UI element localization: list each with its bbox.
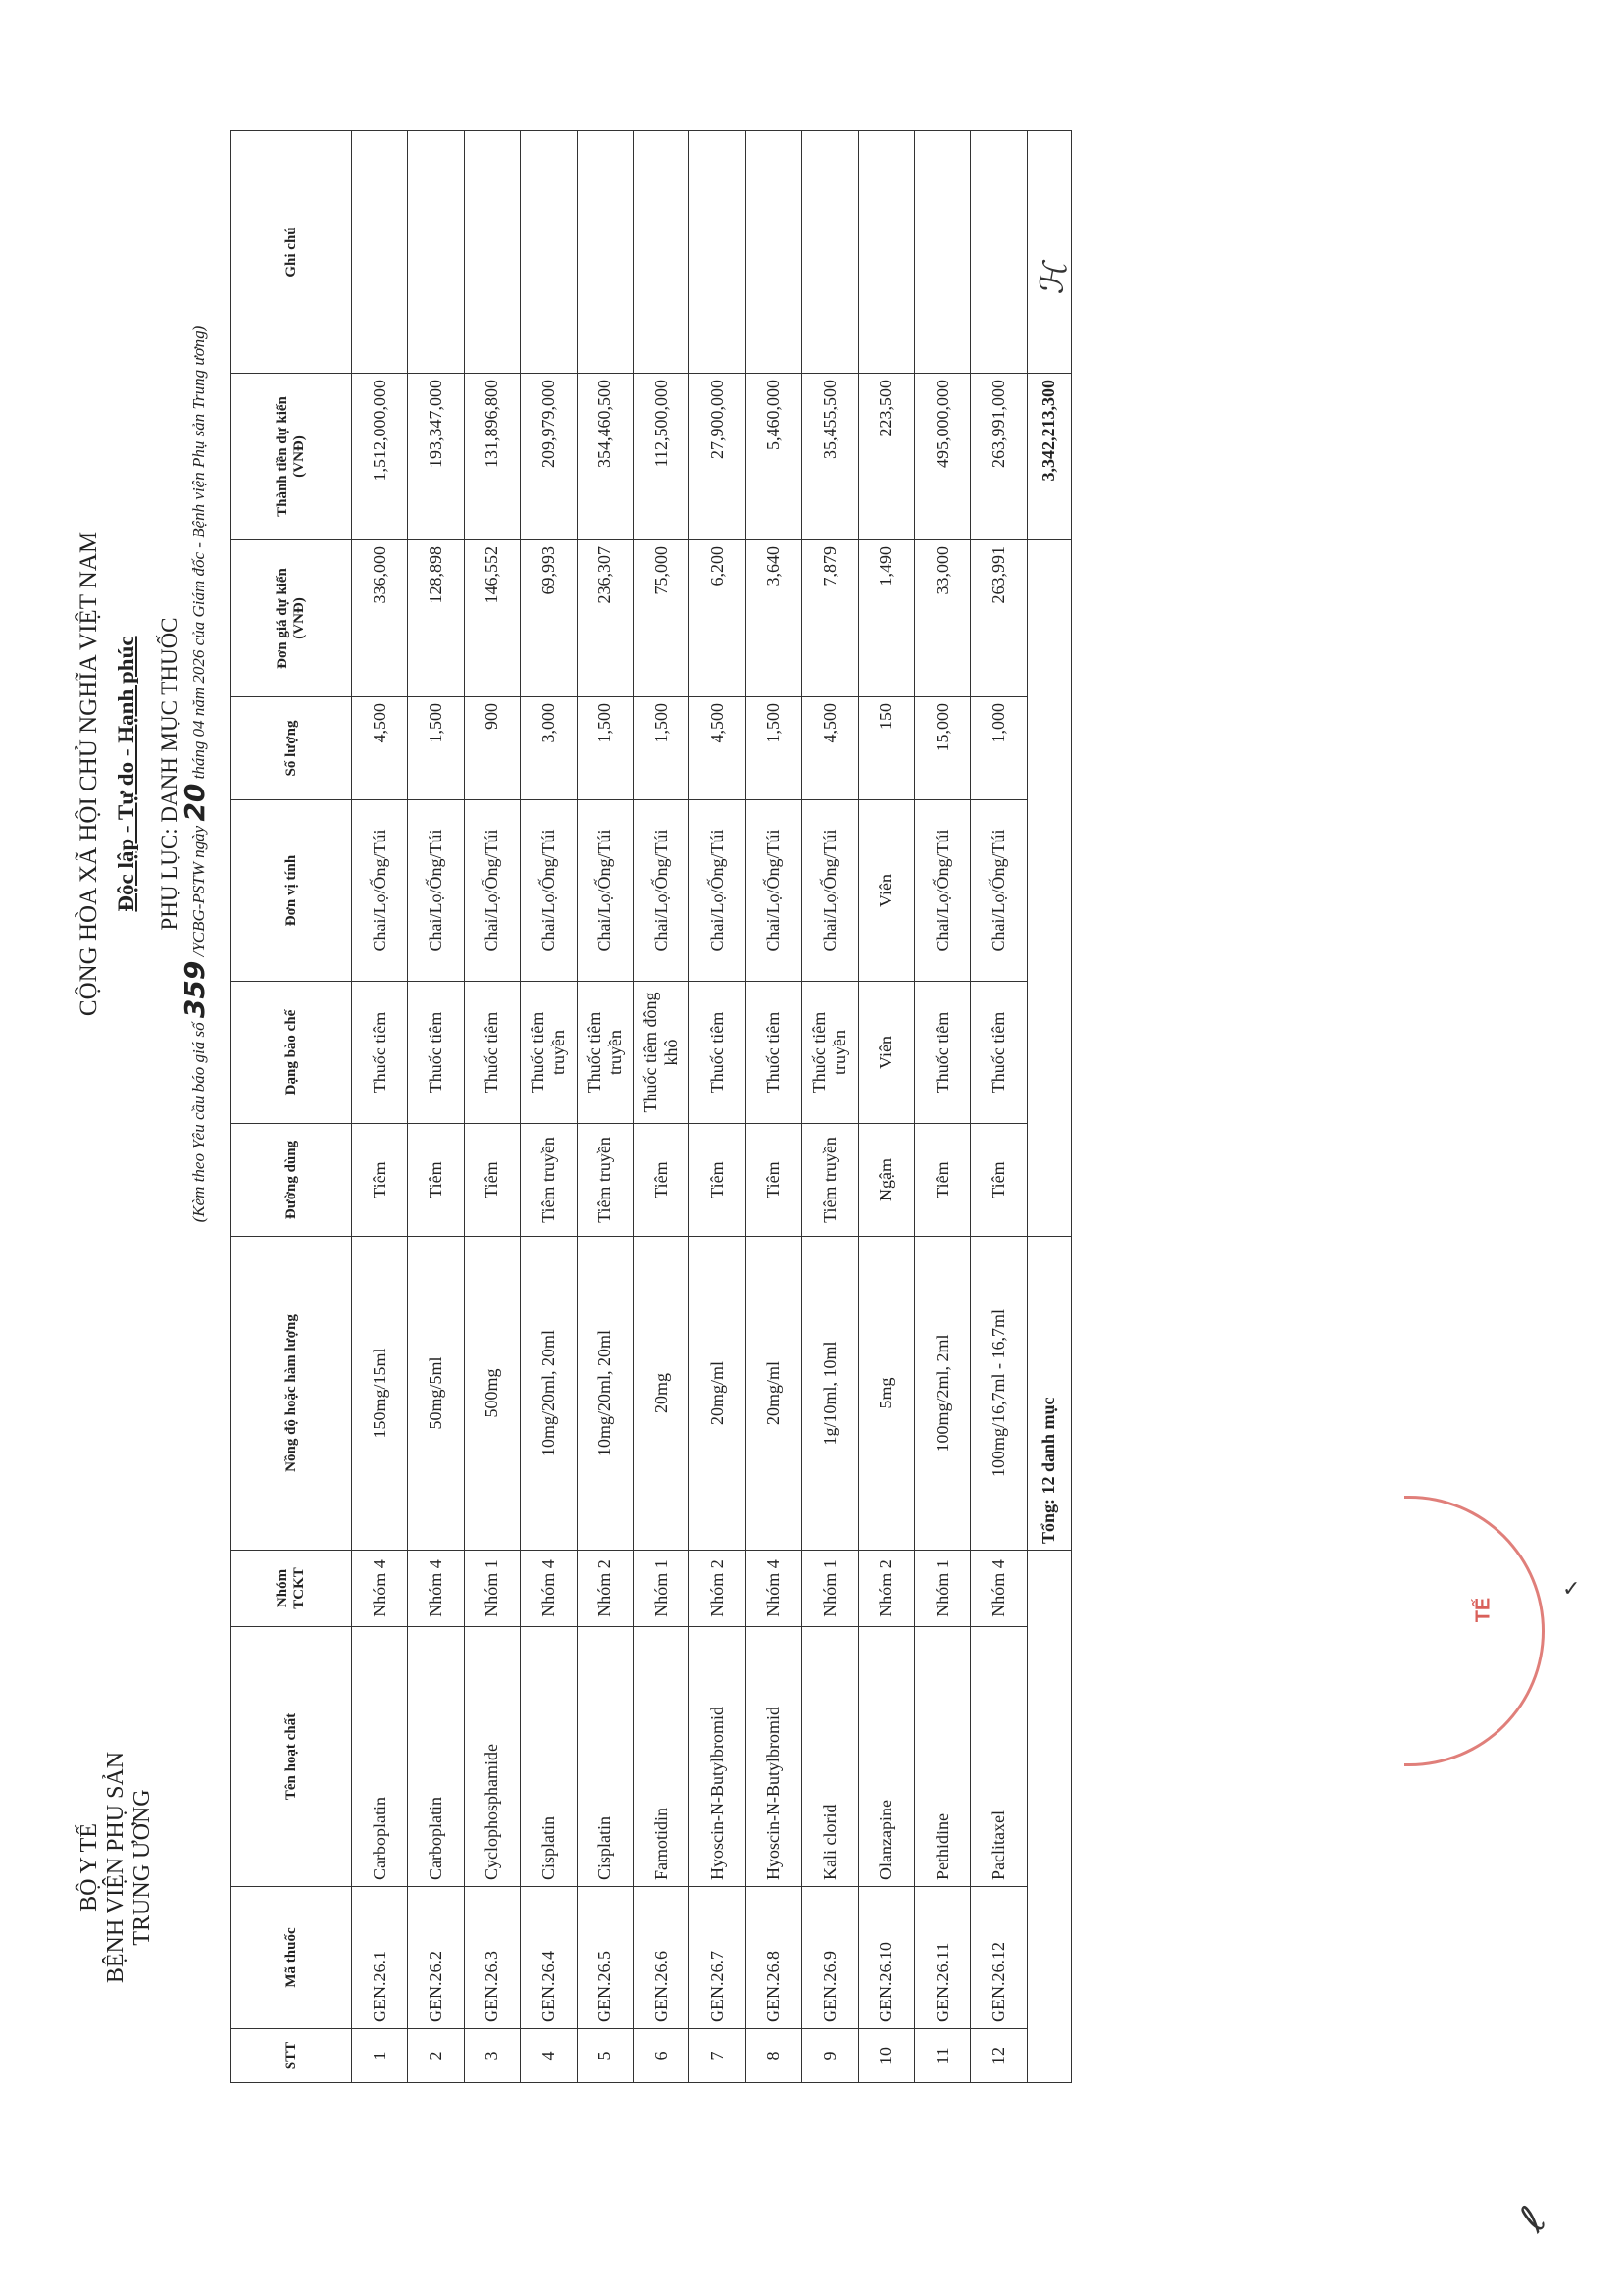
strength-cell: 50mg/5ml: [408, 1237, 464, 1551]
table-row: [971, 131, 1027, 2083]
country-name: CỘNG HÒA XÃ HỘI CHỦ NGHĨA VIỆT NAM: [76, 531, 102, 1017]
note-mid3: năm 2026: [189, 649, 208, 717]
quantity-cell: 1,500: [633, 697, 688, 800]
column-header: Đơn giá dự kiến (VNĐ): [231, 540, 352, 697]
unit-cell: Chai/Lọ/Ống/Túi: [971, 800, 1027, 982]
unit-price-cell: 69,993: [521, 540, 577, 697]
total-blank-cell-2: [1027, 540, 1071, 1237]
active-ingredient-cell: Hyoscin-N-Butylbromid: [689, 1627, 745, 1887]
drug-code-cell: GEN.26.11: [914, 1887, 970, 2029]
table-row: [802, 131, 858, 2083]
column-header: Đơn vị tính: [231, 800, 352, 982]
amount-cell: 1,512,000,000: [352, 374, 408, 540]
dosage-form-cell: Thuốc tiêm đông khô: [633, 982, 688, 1124]
route-cell: Tiêm truyền: [802, 1124, 858, 1237]
tckt-group-cell: Nhóm 1: [914, 1551, 970, 1627]
unit-cell: Chai/Lọ/Ống/Túi: [521, 800, 577, 982]
drug-list-table: [230, 130, 1072, 2083]
route-cell: Tiêm: [745, 1124, 801, 1237]
handwritten-signature: ℓ: [1510, 2198, 1556, 2241]
note-cell: [689, 131, 745, 374]
strength-cell: 100mg/16,7ml - 16,7ml: [971, 1237, 1027, 1551]
row-number-cell: 8: [745, 2029, 801, 2083]
drug-code-cell: GEN.26.1: [352, 1887, 408, 2029]
unit-cell: Chai/Lọ/Ống/Túi: [408, 800, 464, 982]
drug-code-cell: GEN.26.12: [971, 1887, 1027, 2029]
table-row: [633, 131, 688, 2083]
column-header: Nồng độ hoặc hàm lượng: [231, 1237, 352, 1551]
tckt-group-cell: Nhóm 2: [689, 1551, 745, 1627]
appendix-note: [178, 136, 212, 1411]
tckt-group-cell: Nhóm 4: [971, 1551, 1027, 1627]
dosage-form-cell: Thuốc tiêm: [464, 982, 520, 1124]
note-cell: [914, 131, 970, 374]
drug-code-cell: GEN.26.10: [858, 1887, 914, 2029]
tckt-group-cell: Nhóm 1: [464, 1551, 520, 1627]
quantity-cell: 15,000: [914, 697, 970, 800]
handwritten-day: 20: [178, 783, 211, 822]
unit-cell: Chai/Lọ/Ống/Túi: [464, 800, 520, 982]
table-row: [464, 131, 520, 2083]
amount-cell: 263,991,000: [971, 374, 1027, 540]
amount-cell: 354,460,500: [577, 374, 633, 540]
table-row: [858, 131, 914, 2083]
active-ingredient-cell: Paclitaxel: [971, 1627, 1027, 1887]
ministry-header: [76, 1691, 156, 2044]
tckt-group-cell: Nhóm 4: [408, 1551, 464, 1627]
total-note-cell: [1027, 131, 1071, 374]
active-ingredient-cell: Carboplatin: [352, 1627, 408, 1887]
note-cell: [745, 131, 801, 374]
note-cell: [408, 131, 464, 374]
row-number-cell: 5: [577, 2029, 633, 2083]
amount-cell: 5,460,000: [745, 374, 801, 540]
unit-price-cell: 336,000: [352, 540, 408, 697]
amount-cell: 112,500,000: [633, 374, 688, 540]
quantity-cell: 1,000: [971, 697, 1027, 800]
total-blank-cell: [1027, 1551, 1071, 2083]
row-number-cell: 11: [914, 2029, 970, 2083]
column-header: Số lượng: [231, 697, 352, 800]
quantity-cell: 4,500: [352, 697, 408, 800]
drug-code-cell: GEN.26.3: [464, 1887, 520, 2029]
tckt-group-cell: Nhóm 2: [858, 1551, 914, 1627]
drug-code-cell: GEN.26.2: [408, 1887, 464, 2029]
column-header: Đường dùng: [231, 1124, 352, 1237]
route-cell: Tiêm truyền: [521, 1124, 577, 1237]
quantity-cell: 1,500: [408, 697, 464, 800]
appendix-title: PHỤ LỤC: DANH MỤC THUỐC: [157, 617, 181, 931]
strength-cell: 10mg/20ml, 20ml: [521, 1237, 577, 1551]
dosage-form-cell: Thuốc tiêm: [352, 982, 408, 1124]
route-cell: Tiêm: [689, 1124, 745, 1237]
dosage-form-cell: Thuốc tiêm truyền: [802, 982, 858, 1124]
route-cell: Tiêm: [633, 1124, 688, 1237]
unit-cell: Viên: [858, 800, 914, 982]
drug-code-cell: GEN.26.7: [689, 1887, 745, 2029]
route-cell: Tiêm truyền: [577, 1124, 633, 1237]
dosage-form-cell: Thuốc tiêm: [971, 982, 1027, 1124]
appendix-heading: [157, 136, 212, 1411]
amount-cell: 27,900,000: [689, 374, 745, 540]
table-header-row: [231, 131, 352, 2083]
note-mid2: tháng: [189, 740, 208, 780]
strength-cell: 20mg: [633, 1237, 688, 1551]
total-row: [1027, 131, 1071, 2083]
handwritten-doc-number: 359: [178, 960, 211, 1019]
unit-cell: Chai/Lọ/Ống/Túi: [633, 800, 688, 982]
drug-code-cell: GEN.26.4: [521, 1887, 577, 2029]
tckt-group-cell: Nhóm 2: [577, 1551, 633, 1627]
active-ingredient-cell: Famotidin: [633, 1627, 688, 1887]
table-row: [745, 131, 801, 2083]
unit-price-cell: 75,000: [633, 540, 688, 697]
ministry-name: BỘ Y TẾ: [76, 1823, 102, 1912]
table-row: [914, 131, 970, 2083]
table-row: [408, 131, 464, 2083]
quantity-cell: 900: [464, 697, 520, 800]
route-cell: Tiêm: [971, 1124, 1027, 1237]
stamp-text: TẾ: [1472, 1597, 1495, 1623]
tckt-group-cell: Nhóm 4: [521, 1551, 577, 1627]
quantity-cell: 4,500: [689, 697, 745, 800]
dosage-form-cell: Viên: [858, 982, 914, 1124]
unit-price-cell: 236,307: [577, 540, 633, 697]
strength-cell: 5mg: [858, 1237, 914, 1551]
total-label: Tổng: 12 danh mục: [1027, 1237, 1071, 1551]
hospital-name: BỆNH VIỆN PHỤ SẢN: [103, 1751, 128, 1984]
unit-cell: Chai/Lọ/Ống/Túi: [577, 800, 633, 982]
unit-cell: Chai/Lọ/Ống/Túi: [745, 800, 801, 982]
note-suffix: của Giám đốc - Bệnh viện Phụ sản Trung ương): [189, 325, 208, 646]
active-ingredient-cell: Cisplatin: [577, 1627, 633, 1887]
unit-cell: Chai/Lọ/Ống/Túi: [689, 800, 745, 982]
column-header: Thành tiền dự kiến (VNĐ): [231, 374, 352, 540]
dosage-form-cell: Thuốc tiêm: [914, 982, 970, 1124]
strength-cell: 10mg/20ml, 20ml: [577, 1237, 633, 1551]
row-number-cell: 2: [408, 2029, 464, 2083]
hospital-name-line2: TRUNG ƯƠNG: [129, 1789, 155, 1946]
strength-cell: 500mg: [464, 1237, 520, 1551]
active-ingredient-cell: Pethidine: [914, 1627, 970, 1887]
route-cell: Tiêm: [408, 1124, 464, 1237]
column-header: Tên hoạt chất: [231, 1627, 352, 1887]
tckt-group-cell: Nhóm 4: [745, 1551, 801, 1627]
strength-cell: 20mg/ml: [745, 1237, 801, 1551]
tckt-group-cell: Nhóm 1: [802, 1551, 858, 1627]
column-header: Mã thuốc: [231, 1887, 352, 2029]
column-header: STT: [231, 2029, 352, 2083]
active-ingredient-cell: Cisplatin: [521, 1627, 577, 1887]
row-number-cell: 12: [971, 2029, 1027, 2083]
active-ingredient-cell: Olanzapine: [858, 1627, 914, 1887]
check-mark: ✓: [1562, 1577, 1581, 1602]
initials-signature: ℋ: [1032, 256, 1077, 297]
unit-price-cell: 1,490: [858, 540, 914, 697]
route-cell: Tiêm: [352, 1124, 408, 1237]
unit-price-cell: 7,879: [802, 540, 858, 697]
amount-cell: 193,347,000: [408, 374, 464, 540]
dosage-form-cell: Thuốc tiêm: [689, 982, 745, 1124]
row-number-cell: 10: [858, 2029, 914, 2083]
column-header: Nhóm TCKT: [231, 1551, 352, 1627]
unit-price-cell: 3,640: [745, 540, 801, 697]
active-ingredient-cell: Hyoscin-N-Butylbromid: [745, 1627, 801, 1887]
dosage-form-cell: Thuốc tiêm: [408, 982, 464, 1124]
national-motto-header: [71, 274, 145, 1274]
unit-cell: Chai/Lọ/Ống/Túi: [914, 800, 970, 982]
strength-cell: 150mg/15ml: [352, 1237, 408, 1551]
unit-price-cell: 6,200: [689, 540, 745, 697]
drug-code-cell: GEN.26.6: [633, 1887, 688, 2029]
strength-cell: 100mg/2ml, 2ml: [914, 1237, 970, 1551]
quantity-cell: 4,500: [802, 697, 858, 800]
amount-cell: 495,000,000: [914, 374, 970, 540]
amount-cell: 131,896,800: [464, 374, 520, 540]
table-row: [577, 131, 633, 2083]
dosage-form-cell: Thuốc tiêm: [745, 982, 801, 1124]
note-cell: [802, 131, 858, 374]
column-header: Dạng bào chế: [231, 982, 352, 1124]
drug-code-cell: GEN.26.8: [745, 1887, 801, 2029]
quantity-cell: 1,500: [577, 697, 633, 800]
amount-cell: 35,455,500: [802, 374, 858, 540]
note-cell: [464, 131, 520, 374]
strength-cell: 1g/10ml, 10ml: [802, 1237, 858, 1551]
row-number-cell: 3: [464, 2029, 520, 2083]
note-cell: [858, 131, 914, 374]
note-cell: [577, 131, 633, 374]
route-cell: Tiêm: [914, 1124, 970, 1237]
active-ingredient-cell: Cyclophosphamide: [464, 1627, 520, 1887]
strength-cell: 20mg/ml: [689, 1237, 745, 1551]
active-ingredient-cell: Carboplatin: [408, 1627, 464, 1887]
row-number-cell: 7: [689, 2029, 745, 2083]
column-header: Ghi chú: [231, 131, 352, 374]
table-row: [521, 131, 577, 2083]
tckt-group-cell: Nhóm 1: [633, 1551, 688, 1627]
note-cell: [633, 131, 688, 374]
route-cell: Tiêm: [464, 1124, 520, 1237]
note-mid1: /YCBG-PSTW ngày: [189, 825, 208, 957]
amount-cell: 209,979,000: [521, 374, 577, 540]
unit-price-cell: 263,991: [971, 540, 1027, 697]
note-cell: [521, 131, 577, 374]
unit-cell: Chai/Lọ/Ống/Túi: [352, 800, 408, 982]
table-row: [352, 131, 408, 2083]
row-number-cell: 9: [802, 2029, 858, 2083]
note-prefix: (Kèm theo Yêu cầu báo giá số: [189, 1022, 208, 1223]
drug-code-cell: GEN.26.5: [577, 1887, 633, 2029]
quantity-cell: 3,000: [521, 697, 577, 800]
total-amount: 3,342,213,300: [1027, 374, 1071, 540]
row-number-cell: 4: [521, 2029, 577, 2083]
note-cell: [352, 131, 408, 374]
quantity-cell: 150: [858, 697, 914, 800]
note-cell: [971, 131, 1027, 374]
unit-price-cell: 146,552: [464, 540, 520, 697]
route-cell: Ngậm: [858, 1124, 914, 1237]
row-number-cell: 1: [352, 2029, 408, 2083]
unit-price-cell: 33,000: [914, 540, 970, 697]
amount-cell: 223,500: [858, 374, 914, 540]
dosage-form-cell: Thuốc tiêm truyền: [577, 982, 633, 1124]
unit-cell: Chai/Lọ/Ống/Túi: [802, 800, 858, 982]
unit-price-cell: 128,898: [408, 540, 464, 697]
drug-code-cell: GEN.26.9: [802, 1887, 858, 2029]
active-ingredient-cell: Kali clorid: [802, 1627, 858, 1887]
row-number-cell: 6: [633, 2029, 688, 2083]
dosage-form-cell: Thuốc tiêm truyền: [521, 982, 577, 1124]
national-motto: Độc lập - Tự do - Hạnh phúc: [114, 636, 138, 912]
tckt-group-cell: Nhóm 4: [352, 1551, 408, 1627]
table-row: [689, 131, 745, 2083]
note-month: 04: [189, 720, 208, 738]
quantity-cell: 1,500: [745, 697, 801, 800]
